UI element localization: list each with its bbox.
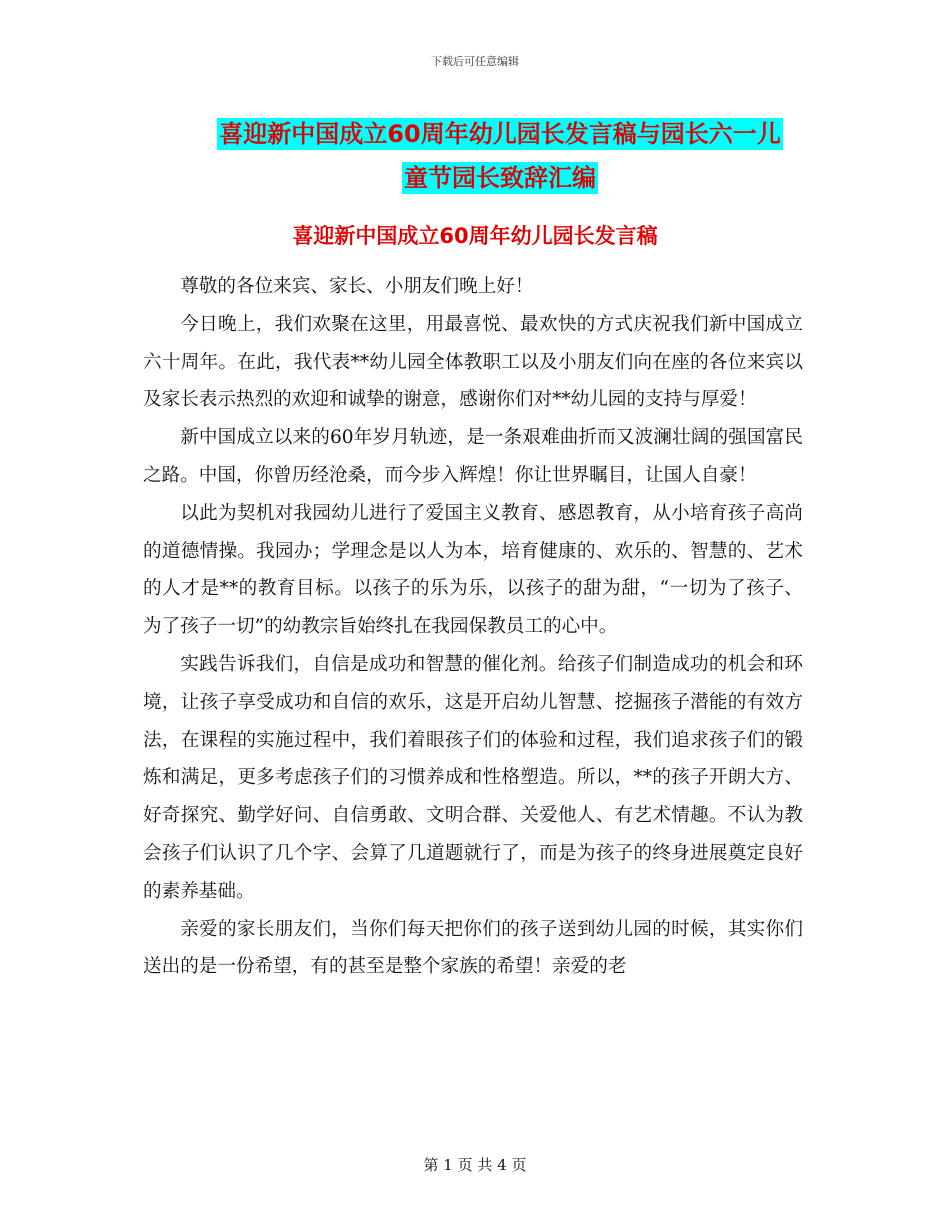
document-title bbox=[150, 112, 850, 200]
section-title: 喜迎新中国成立60周年幼儿园长发言稿 bbox=[292, 224, 658, 248]
header-note: 下载后可任意编辑 bbox=[431, 55, 519, 68]
document-title-line-2: 童节园长致辞汇编 bbox=[404, 164, 596, 192]
paragraph-greeting: 尊敬的各位来宾、家长、小朋友们晚上好！ bbox=[180, 276, 534, 297]
paragraph: 今日晚上，我们欢聚在这里，用最喜悦、最欢快的方式庆祝我们新中国成立六十周年。在此，我代表**幼儿园全体教职工以及小朋友们向在座的各位来宾以及家长表示热烈的欢迎和诚挚的谢意，感谢你们对**幼儿园的支持与厚爱！ bbox=[143, 313, 803, 411]
document-body bbox=[143, 268, 803, 986]
document-title-line-1: 喜迎新中国成立60周年幼儿园长发言稿与园长六一儿 bbox=[219, 120, 781, 148]
paragraph: 亲爱的家长朋友们，当你们每天把你们的孩子送到幼儿园的时候，其实你们送出的是一份希望，有的甚至是整个家族的希望！亲爱的老 bbox=[143, 918, 803, 978]
paragraph: 新中国成立以来的60年岁月轨迹，是一条艰难曲折而又波澜壮阔的强国富民之路。中国，你曾历经沧桑，而今步入辉煌！你让世界瞩目，让国人自豪！ bbox=[143, 427, 803, 486]
paragraph: 实践告诉我们，自信是成功和智慧的催化剂。给孩子们制造成功的机会和环境，让孩子享受成功和自信的欢乐，这是开启幼儿智慧、挖掘孩子潜能的有效方法，在课程的实施过程中，我们着眼孩子们的体验和过程，我们追求孩子们的锻炼和满足，更多考虑孩子们的习惯养成和性格塑造。所以，**的孩子开朗大方、好奇探究、勤学好问、自信勇敢、文明合群、关爱他人、有艺术情趣。不认为教会孩子们认识了几个字、会算了几道题就行了，而是为孩子的终身进展奠定良好的素养基础。 bbox=[143, 653, 803, 902]
page-number-footer: 第 1 页 共 4 页 bbox=[423, 1156, 527, 1174]
paragraph: 以此为契机对我园幼儿进行了爱国主义教育、感恩教育，从小培育孩子高尚的道德情操。我园办；学理念是以人为本，培育健康的、欢乐的、智慧的、艺术的人才是**的教育目标。以孩子的乐为乐，以孩子的甜为甜，“一切为了孩子、为了孩子一切”的幼教宗旨始终扎在我园保教员工的心中。 bbox=[143, 502, 803, 638]
